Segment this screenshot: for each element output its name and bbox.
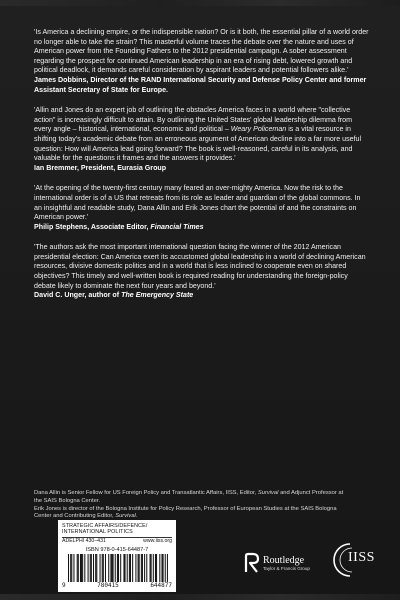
barcode-bar xyxy=(123,554,124,582)
bio-text: Erik Jones is director of the Bologna Institute for Policy Research, Professor of European Studies at the SAIS Bologna Center and Contributing Editor, xyxy=(34,505,337,520)
source-text: Philip Stephens, Associate Editor, xyxy=(34,222,151,231)
routledge-logo xyxy=(244,548,324,578)
barcode-bar xyxy=(156,554,157,582)
iiss-name: IISS xyxy=(348,550,375,565)
digits-left: 780415 xyxy=(97,582,119,589)
series-number: ADELPHI 430–431 xyxy=(62,538,106,544)
barcode-bar xyxy=(150,554,151,582)
subject-category: STRATEGIC AFFAIRS/DEFENCE/ INTERNATIONAL POLITICS xyxy=(62,523,148,536)
barcode-bar xyxy=(96,554,97,582)
digits-right: 644877 xyxy=(150,582,172,589)
review-source: Ian Bremmer, President, Eurasia Group xyxy=(34,163,167,172)
barcode-bar xyxy=(82,554,83,582)
journal-title: Survival xyxy=(257,490,279,496)
barcode-bar xyxy=(153,554,154,582)
barcode-bar xyxy=(138,554,139,582)
bio-text: Dana Allin is Senior Fellow for US Foreign Policy and Transatlantic Affairs, IISS, Editor, xyxy=(34,490,258,496)
barcode-bar xyxy=(146,554,147,582)
barcode-bar xyxy=(100,554,101,582)
series-row xyxy=(62,538,172,544)
barcode-bar xyxy=(110,554,111,582)
barcode-bar xyxy=(129,554,130,582)
barcode-bar xyxy=(141,554,142,582)
review-quote: 'The authors ask the most important international question facing the winner of the 2012 American presidential election: Can America exert its accustomed global leadership in a world of declining American resources, divisive domestic politics and in a world that is less inclined to cooperate even on shared objectives? This timely and well-written book is required reading for understanding the foreign-policy debate likely to dominate the next four years and beyond.' xyxy=(34,243,366,290)
review-dobbins xyxy=(34,28,370,95)
barcode-bar xyxy=(159,554,160,582)
barcode-bar xyxy=(90,554,91,582)
barcode-bar xyxy=(70,554,71,582)
barcode-bar xyxy=(117,554,118,582)
barcode-bar xyxy=(120,554,121,582)
isbn-text: ISBN 978-0-415-64487-7 xyxy=(85,547,149,553)
quote-text: is a vital resource in shifting today's academic debate from an erroneous argument of American decline into a far more useful question: How will America lead going forward? The book is well-reasoned, careful in its analysis, and valuable for the questions it frames and the answers it provides.' xyxy=(34,125,362,163)
source-text: David C. Unger, author of xyxy=(34,291,122,300)
barcode-bar xyxy=(144,554,145,582)
barcode-bar xyxy=(161,554,162,582)
reviews-section xyxy=(34,28,370,312)
barcode-bar xyxy=(151,554,152,582)
bio-jones xyxy=(34,506,344,522)
bottom-strip xyxy=(0,594,400,600)
routledge-r-icon xyxy=(244,552,260,574)
barcode-bar xyxy=(111,554,112,582)
review-quote xyxy=(34,106,370,164)
barcode-bar xyxy=(73,554,74,582)
barcode-bar xyxy=(155,554,156,582)
barcode-bar xyxy=(105,554,106,582)
barcode-bar xyxy=(84,554,85,582)
barcode-bar xyxy=(125,554,126,582)
barcode-bar xyxy=(163,554,164,582)
barcode-bar xyxy=(130,554,131,582)
barcode-bar xyxy=(142,554,143,582)
barcode-bar xyxy=(80,554,81,582)
barcode-bar xyxy=(103,554,104,582)
top-strip xyxy=(0,0,400,6)
barcode-bar xyxy=(108,554,109,582)
review-quote: 'Is America a declining empire, or the indispensible nation? Or is it both, the essential pillar of a world order no longer able to take the strain? This masterful volume traces the debate over the nature and uses of American power from the Founding Fathers to the 2012 presidential campaign. A sober assessment regarding the prospect for continued American leadership in an era of rising debt, lowered growth and political deadlock, it demands careful consideration by aspirant leaders and potential followers alike.' xyxy=(34,28,369,75)
barcode-bar xyxy=(102,554,103,582)
barcode-bar xyxy=(93,554,94,582)
barcode-bar xyxy=(135,554,136,582)
iiss-logo xyxy=(330,540,390,580)
routledge-name: Routledge xyxy=(263,554,305,566)
bio-text: and Adjunct Professor at the SAIS Bologna Center. xyxy=(34,490,344,504)
book-title: The Emergency State xyxy=(121,291,194,300)
barcode-icon xyxy=(68,554,168,582)
barcode-bar xyxy=(113,554,114,582)
review-quote: 'At the opening of the twenty-first century many feared an over-mighty America. Now the risk to the international order is of a US that retreats from its role as leader and guardian of the global commons. In an insightful and readable study, Dana Allin and Erik Jones chart the potential of and the constraints on American power.' xyxy=(34,184,361,222)
barcode-bar xyxy=(78,554,79,582)
review-source xyxy=(34,291,370,301)
barcode-bar xyxy=(167,554,168,582)
barcode-bar xyxy=(91,554,92,582)
barcode-bar xyxy=(71,554,72,582)
barcode-bar xyxy=(118,554,119,582)
review-source: James Dobbins, Director of the RAND International Security and Defense Policy Center and former Assistant Secretary of State for Europe. xyxy=(34,75,367,94)
barcode-bar xyxy=(115,554,116,582)
barcode-bar xyxy=(127,554,128,582)
quote-text: 'Allin and Jones do an expert job of outlining the obstacles America faces in a world where "collective action" is increasingly difficult to attain. By outlining the United States' global leadership dilemma from every angle – historical, international, economic and political – xyxy=(34,106,353,134)
barcode-bar xyxy=(88,554,89,582)
review-bremmer xyxy=(34,106,370,173)
review-unger xyxy=(34,243,370,301)
journal-title: Survival xyxy=(115,513,136,520)
review-stephens xyxy=(34,184,370,232)
barcode-bar xyxy=(77,554,78,582)
review-source xyxy=(34,223,370,233)
barcode-bar xyxy=(95,554,96,582)
website-url: www.iiss.org xyxy=(143,538,172,544)
digit-lead: 9 xyxy=(62,582,66,589)
publication-title: Financial Times xyxy=(150,222,204,231)
bio-text: . xyxy=(135,513,138,520)
author-bios xyxy=(34,490,344,521)
barcode-bar xyxy=(165,554,166,582)
barcode-panel xyxy=(58,520,176,592)
book-title: Weary Policeman xyxy=(230,125,287,134)
routledge-subtitle: Taylor & Francis Group xyxy=(263,565,310,571)
barcode-digits xyxy=(62,582,172,590)
barcode-bar xyxy=(139,554,140,582)
barcode-bar xyxy=(81,554,82,582)
barcode-bar xyxy=(132,554,133,582)
bio-allin xyxy=(34,490,344,506)
barcode-bar xyxy=(68,554,69,582)
